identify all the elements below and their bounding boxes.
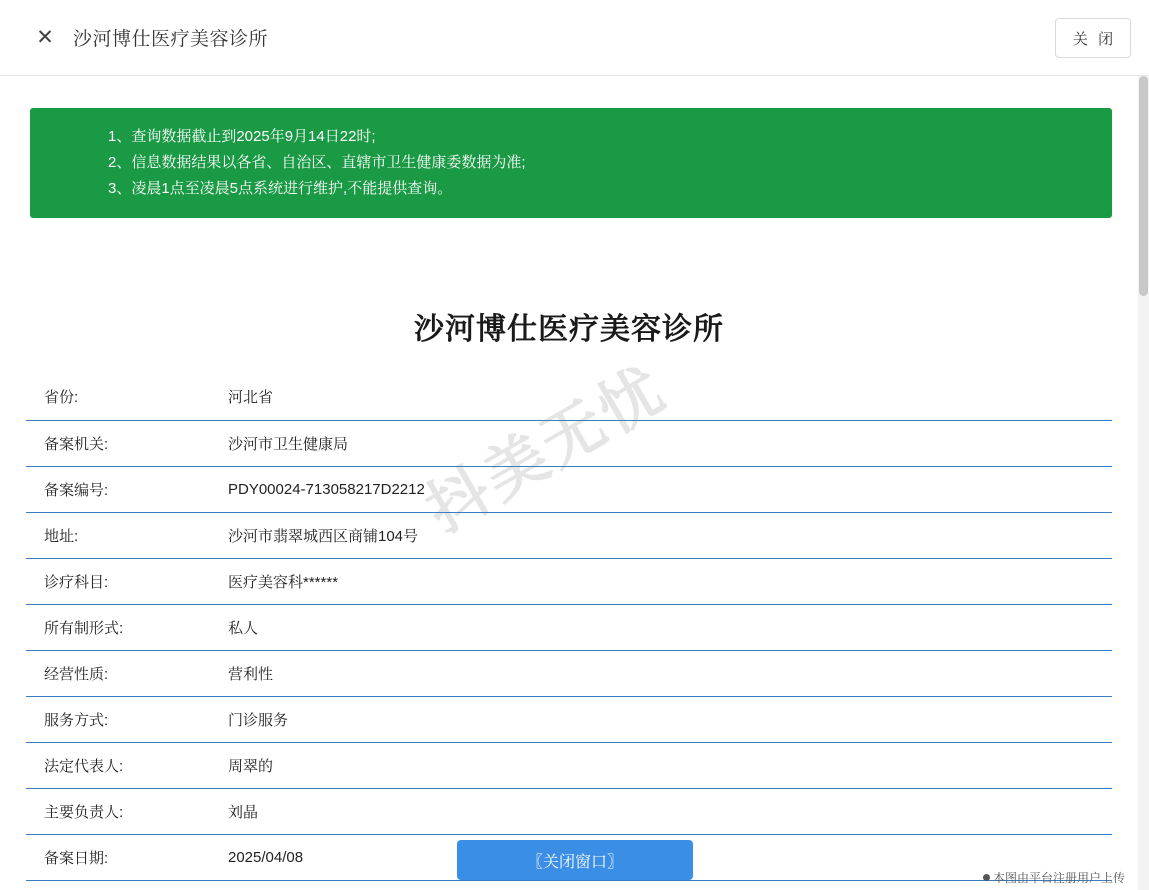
bullet-icon bbox=[983, 874, 990, 881]
row-value: 周翠的 bbox=[216, 742, 1112, 788]
row-value: 河北省 bbox=[216, 374, 1112, 420]
scrollbar-thumb[interactable] bbox=[1139, 76, 1148, 296]
table-row bbox=[26, 742, 1112, 788]
table-row bbox=[26, 466, 1112, 512]
table-row bbox=[26, 788, 1112, 834]
row-value: 营利性 bbox=[216, 650, 1112, 696]
row-label: 备案日期: bbox=[26, 834, 216, 880]
table-row bbox=[26, 696, 1112, 742]
titlebar bbox=[0, 0, 1149, 76]
table-row bbox=[26, 558, 1112, 604]
row-value: 门诊服务 bbox=[216, 696, 1112, 742]
row-value: 2025/04/08 bbox=[216, 834, 1112, 880]
info-table bbox=[26, 374, 1112, 881]
close-icon[interactable]: ✕ bbox=[36, 26, 54, 49]
row-label: 地址: bbox=[26, 512, 216, 558]
row-label: 主要负责人: bbox=[26, 788, 216, 834]
notice-text-1: 1、查询数据截止到2025年9月14日22时; bbox=[108, 128, 376, 145]
close-window-button[interactable]: 〖关闭窗口〗 bbox=[457, 840, 693, 880]
row-label: 诊疗科目: bbox=[26, 558, 216, 604]
clinic-name-heading: 沙河博仕医疗美容诊所 bbox=[414, 313, 724, 346]
row-value: 刘晶 bbox=[216, 788, 1112, 834]
notice-text-3: 3、凌晨1点至凌晨5点系统进行维护,不能提供查询。 bbox=[108, 180, 453, 197]
table-row bbox=[26, 420, 1112, 466]
upload-note-text: 本图由平台注册用户上传 bbox=[992, 871, 1125, 885]
row-value: 沙河市翡翠城西区商铺104号 bbox=[216, 512, 1112, 558]
table-row bbox=[26, 512, 1112, 558]
watermark: 抖美无忧 bbox=[415, 354, 679, 546]
table-row bbox=[26, 650, 1112, 696]
row-value: PDY00024-713058217D2212 bbox=[216, 466, 1112, 512]
upload-note bbox=[983, 869, 1125, 886]
content-area bbox=[0, 76, 1138, 890]
row-label: 省份: bbox=[26, 374, 216, 420]
notice-line-3 bbox=[50, 176, 1092, 202]
row-value: 医疗美容科****** bbox=[216, 558, 1112, 604]
page-title: 沙河博仕医疗美容诊所 bbox=[73, 29, 269, 50]
table-row bbox=[26, 374, 1112, 420]
row-label: 所有制形式: bbox=[26, 604, 216, 650]
notice-text-2: 2、信息数据结果以各省、自治区、直辖市卫生健康委数据为准; bbox=[108, 154, 526, 171]
row-label: 备案机关: bbox=[26, 420, 216, 466]
notice-line-1 bbox=[50, 124, 1092, 150]
notice-line-2 bbox=[50, 150, 1092, 176]
notice-banner bbox=[30, 108, 1112, 218]
vertical-scrollbar[interactable] bbox=[1138, 76, 1149, 890]
row-label: 法定代表人: bbox=[26, 742, 216, 788]
row-label: 备案编号: bbox=[26, 466, 216, 512]
table-row bbox=[26, 604, 1112, 650]
row-value: 私人 bbox=[216, 604, 1112, 650]
close-button[interactable]: 关 闭 bbox=[1055, 18, 1131, 58]
row-value: 沙河市卫生健康局 bbox=[216, 420, 1112, 466]
row-label: 经营性质: bbox=[26, 650, 216, 696]
row-label: 服务方式: bbox=[26, 696, 216, 742]
